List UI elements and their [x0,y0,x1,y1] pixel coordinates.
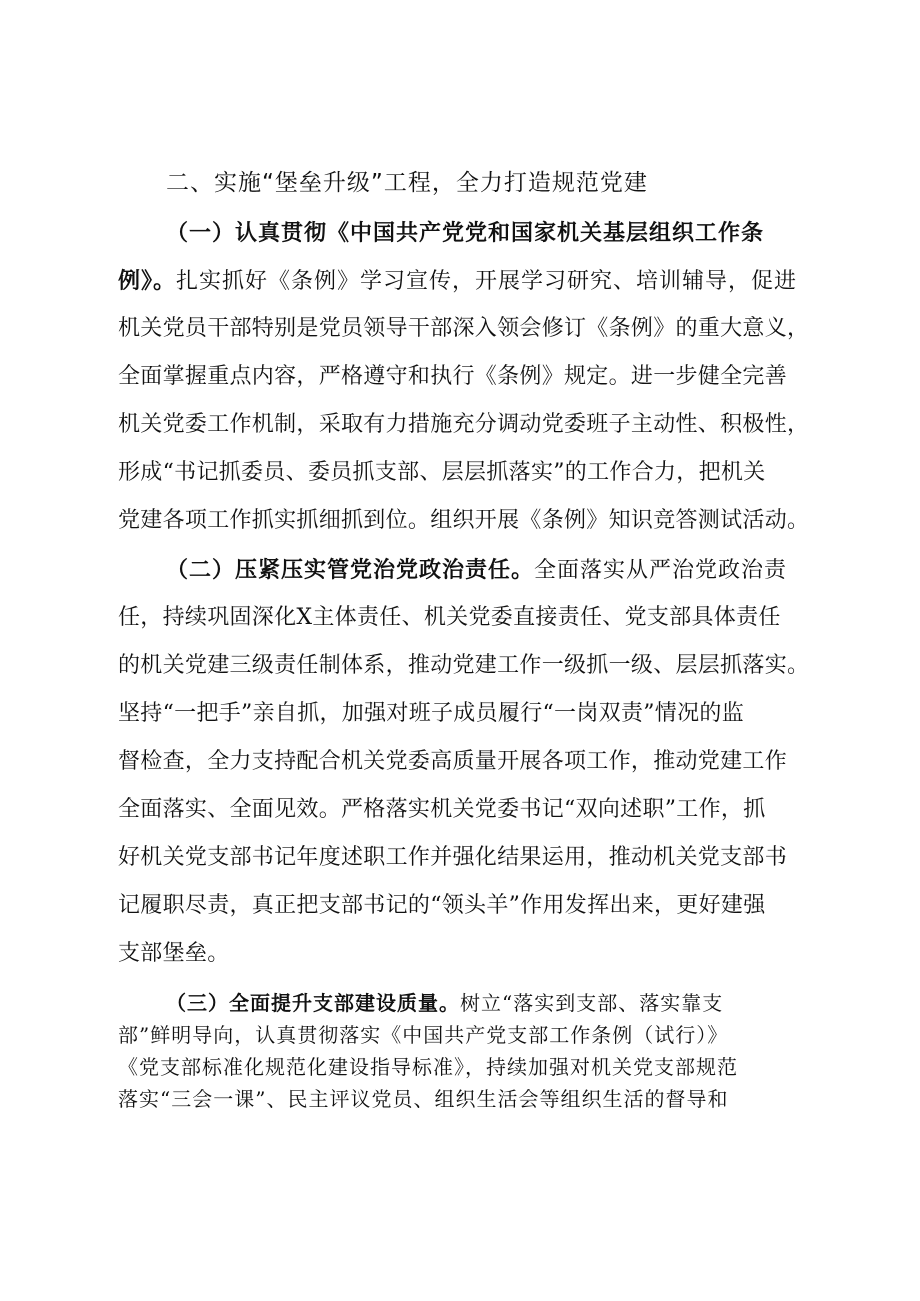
section1-line2: 机关党员干部特别是党员领导干部深入领会修订《条例》的重大意义， [118,316,810,341]
section1-line4: 机关党委工作机制，采取有力措施充分调动党委班子主动性、积极性， [118,412,810,437]
section2-line2: 任，持续巩固深化X主体责任、机关党委直接责任、党支部具体责任 [118,605,781,630]
section2-title: （二）压紧压实管党治党政治责任。 [166,557,535,583]
section1-line3: 全面掌握重点内容，严格遵守和执行《条例》规定。进一步健全完善 [118,364,788,389]
section3-line2: 部”鲜明导向，认真贯彻落实《中国共产党支部工作条例（试行）》 [118,1023,729,1047]
section-heading: 二、实施“堡垒升级”工程，全力打造规范党建 [166,170,648,196]
section3-line3: 《党支部标准化规范化建设指导标准》，持续加强对机关党支部规范 [118,1055,738,1079]
section2-text: 全面落实从严治党政治责 [534,558,788,583]
section3-line1 [166,988,920,1018]
section2-line4: 坚持“一把手”亲自抓，加强对班子成员履行“一岗双责”情况的监 [118,701,744,726]
section1-line6: 党建各项工作抓实抓细抓到位。组织开展《条例》知识竞答测试活动。 [118,508,810,533]
section2-line9: 支部堡垒。 [118,941,230,966]
section2-line8: 记履职尽责，真正把支部书记的“领头羊”作用发挥出来，更好建强 [118,893,766,918]
section1-title-part1: （一）认真贯彻《中国共产党党和国家机关基层组织工作条 [166,220,765,246]
section2-line7: 好机关党支部书记年度述职工作并强化结果运用，推动机关党支部书 [118,845,788,870]
section2-line3: 的机关党建三级责任制体系，推动党建工作一级抓一级、层层抓落实。 [118,653,810,678]
section1-title-line1 [166,218,920,249]
section2-line6: 全面落实、全面见效。严格落实机关党委书记“双向述职”工作，抓 [118,797,766,822]
section3-title: （三）全面提升支部建设质量。 [166,991,460,1015]
section1-title-part2: 例》。 [118,268,177,294]
section3-text: 树立“落实到支部、落实靠支 [460,991,724,1015]
section2-line5: 督检查，全力支持配合机关党委高质量开展各项工作，推动党建工作 [118,749,788,774]
section1-text: 扎实抓好《条例》学习宣传，开展学习研究、培训辅导，促进 [176,269,798,294]
section1-line5: 形成“书记抓委员、委员抓支部、层层抓落实”的工作合力，把机关 [118,460,766,485]
section1-line1 [118,266,920,297]
section3-line4: 落实“三会一课”、民主评议党员、组织生活会等组织生活的督导和 [118,1087,729,1111]
section2-line1 [166,555,920,586]
